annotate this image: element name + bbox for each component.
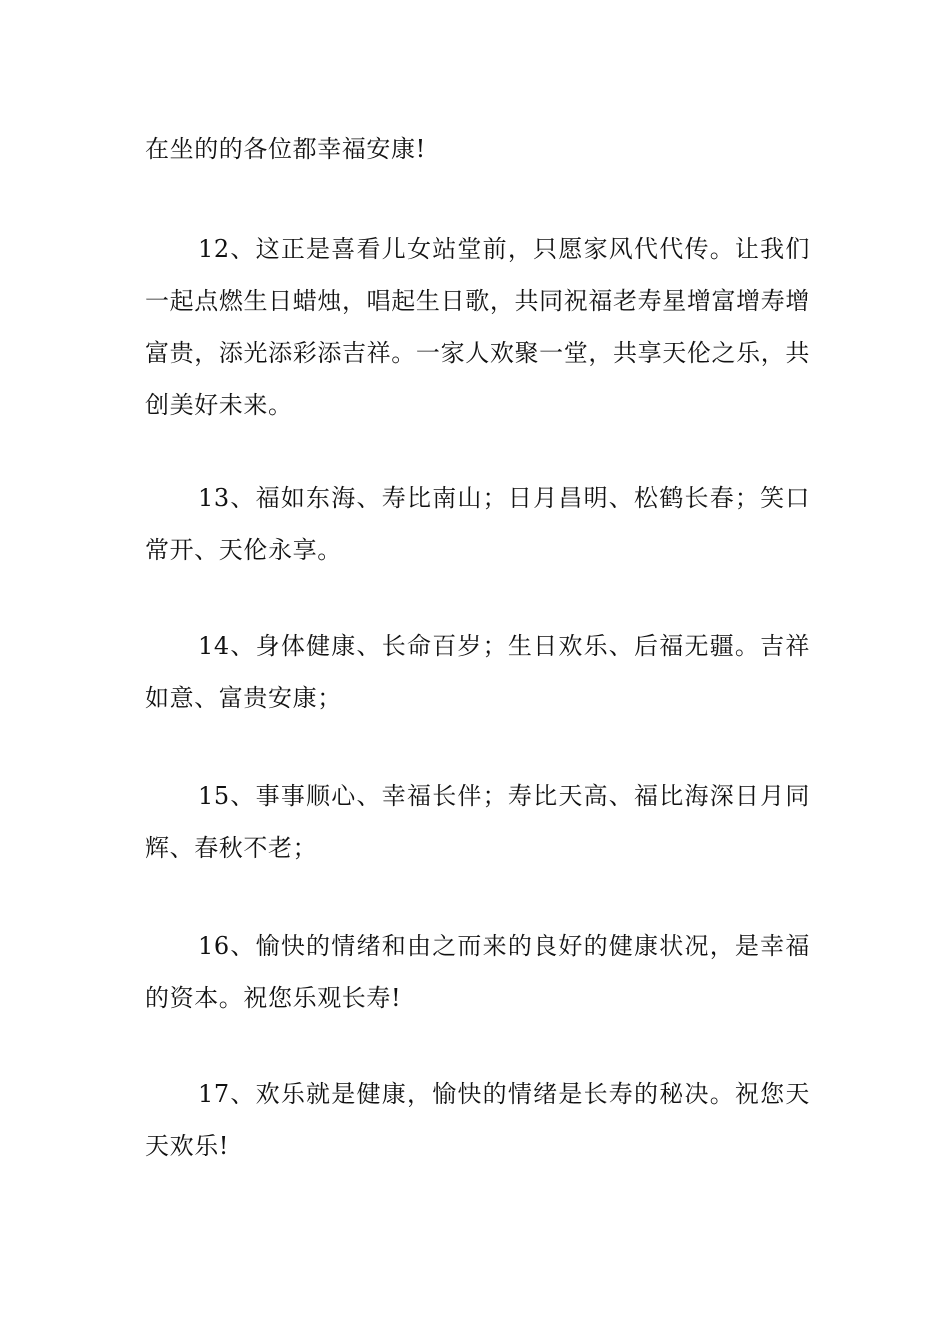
paragraph-item-16: 16、愉快的情绪和由之而来的良好的健康状况，是幸福的资本。祝您乐观长寿! — [145, 932, 810, 1012]
paragraph-item-17: 17、欢乐就是健康，愉快的情绪是长寿的秘决。祝您天天欢乐! — [145, 1080, 810, 1160]
paragraph-item-14: 14、身体健康、长命百岁；生日欢乐、后福无疆。吉祥如意、富贵安康； — [145, 632, 810, 712]
paragraph-item-12: 12、这正是喜看儿女站堂前，只愿家风代代传。让我们一起点燃生日蜡烛，唱起生日歌，共同祝福老寿星增富增寿增富贵，添光添彩添吉祥。一家人欢聚一堂，共享天伦之乐，共创美好未来。 — [145, 235, 810, 419]
paragraph-continuation: 在坐的的各位都幸福安康! — [145, 135, 426, 163]
paragraph-item-15: 15、事事顺心、幸福长伴；寿比天高、福比海深日月同辉、春秋不老； — [145, 782, 810, 862]
paragraph-item-13: 13、福如东海、寿比南山；日月昌明、松鹤长春；笑口常开、天伦永享。 — [145, 484, 810, 564]
